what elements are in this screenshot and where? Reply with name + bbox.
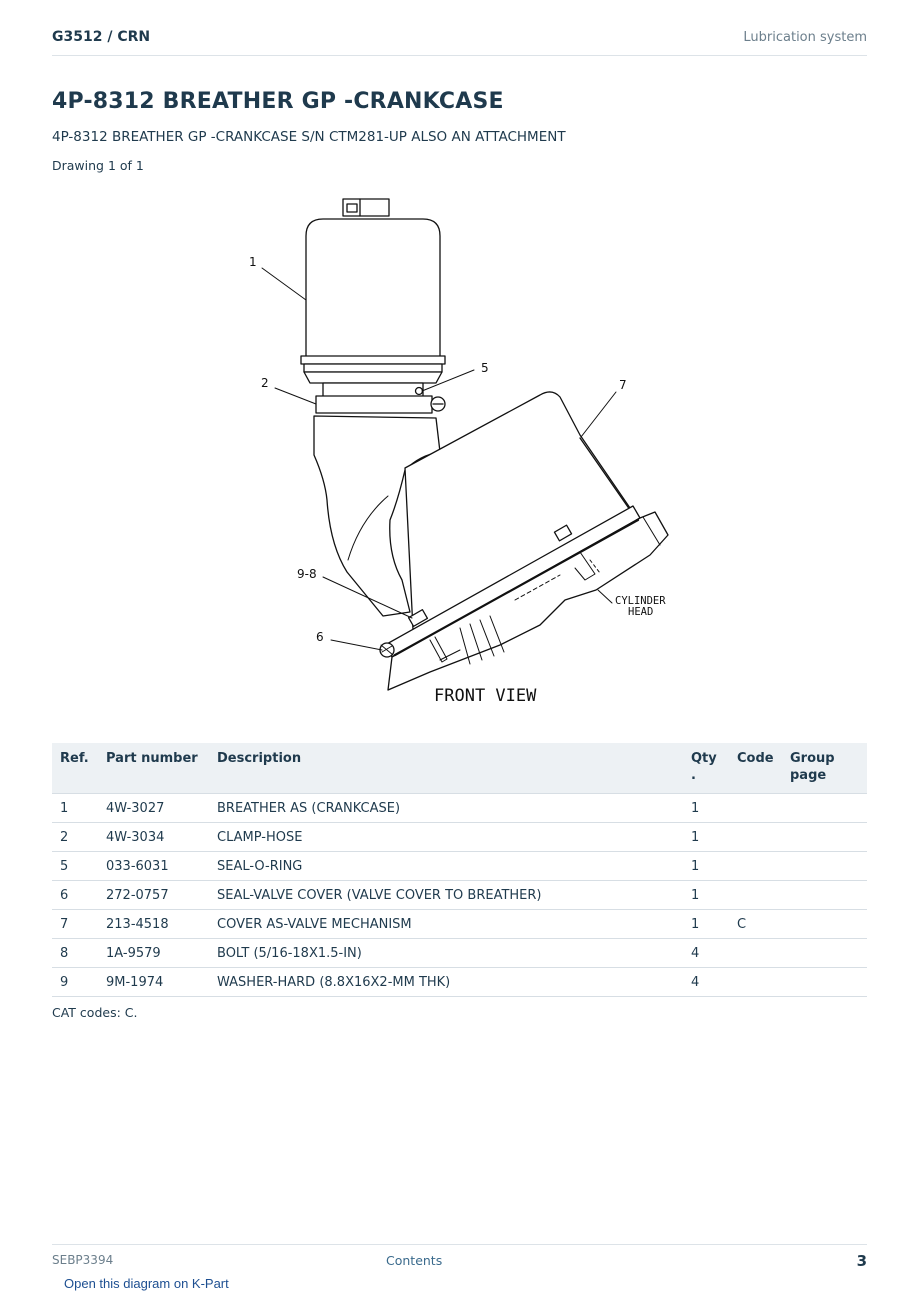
cell-code bbox=[729, 794, 782, 823]
cell-description: BREATHER AS (CRANKCASE) bbox=[209, 794, 683, 823]
cell-part-number: 1A-9579 bbox=[98, 939, 209, 968]
cylinder-head-label-2: HEAD bbox=[628, 606, 654, 618]
cell-qty: 1 bbox=[683, 881, 729, 910]
breather-neck bbox=[323, 383, 423, 397]
cell-ref: 6 bbox=[52, 881, 98, 910]
cell-code bbox=[729, 939, 782, 968]
cell-description: CLAMP-HOSE bbox=[209, 823, 683, 852]
cell-ref: 2 bbox=[52, 823, 98, 852]
kpart-link[interactable]: Open this diagram on K-Part bbox=[64, 1276, 229, 1291]
col-code: Code bbox=[729, 743, 782, 794]
cell-qty: 4 bbox=[683, 939, 729, 968]
callout-5: 5 bbox=[481, 361, 489, 375]
page-title: 4P-8312 BREATHER GP -CRANKCASE bbox=[52, 89, 504, 114]
cell-group-page bbox=[782, 968, 867, 997]
col-group-page: Group page bbox=[782, 743, 867, 794]
cell-qty: 1 bbox=[683, 910, 729, 939]
cell-part-number: 9M-1974 bbox=[98, 968, 209, 997]
table-header-row bbox=[52, 743, 867, 794]
cell-description: WASHER-HARD (8.8X16X2-MM THK) bbox=[209, 968, 683, 997]
table-row bbox=[52, 968, 867, 997]
page-header bbox=[52, 28, 867, 56]
document-number: SEBP3394 bbox=[52, 1253, 114, 1267]
table-row bbox=[52, 852, 867, 881]
table-row bbox=[52, 823, 867, 852]
callout-9-8: 9-8 bbox=[297, 567, 317, 581]
cell-ref: 1 bbox=[52, 794, 98, 823]
cell-part-number: 213-4518 bbox=[98, 910, 209, 939]
cat-codes-note: CAT codes: C. bbox=[52, 1005, 138, 1020]
callout-1: 1 bbox=[249, 255, 257, 269]
cell-qty: 4 bbox=[683, 968, 729, 997]
parts-table bbox=[52, 743, 867, 997]
section-title: Lubrication system bbox=[743, 30, 867, 45]
cell-description: SEAL-VALVE COVER (VALVE COVER TO BREATHER) bbox=[209, 881, 683, 910]
hose-clamp bbox=[316, 396, 432, 413]
cell-code bbox=[729, 823, 782, 852]
canister-band-1 bbox=[301, 356, 445, 364]
cell-group-page bbox=[782, 852, 867, 881]
cell-part-number: 4W-3034 bbox=[98, 823, 209, 852]
table-row bbox=[52, 939, 867, 968]
cell-qty: 1 bbox=[683, 852, 729, 881]
cell-code bbox=[729, 968, 782, 997]
breather-cap bbox=[343, 199, 389, 216]
cell-group-page bbox=[782, 910, 867, 939]
cell-ref: 7 bbox=[52, 910, 98, 939]
cell-part-number: 272-0757 bbox=[98, 881, 209, 910]
cell-ref: 9 bbox=[52, 968, 98, 997]
col-part-number: Part number bbox=[98, 743, 209, 794]
callout-6: 6 bbox=[316, 630, 324, 644]
cell-group-page bbox=[782, 939, 867, 968]
page-subtitle: 4P-8312 BREATHER GP -CRANKCASE S/N CTM281-UP ALSO AN ATTACHMENT bbox=[52, 129, 566, 145]
front-view-label: FRONT VIEW bbox=[434, 686, 537, 706]
cell-group-page bbox=[782, 823, 867, 852]
parts-diagram bbox=[200, 190, 720, 720]
callout-7: 7 bbox=[619, 378, 627, 392]
drawing-count: Drawing 1 of 1 bbox=[52, 158, 144, 173]
cell-code bbox=[729, 852, 782, 881]
callout-2: 2 bbox=[261, 376, 269, 390]
cell-group-page bbox=[782, 881, 867, 910]
table-row bbox=[52, 794, 867, 823]
breather-canister bbox=[306, 219, 440, 356]
cell-description: SEAL-O-RING bbox=[209, 852, 683, 881]
cell-description: BOLT (5/16-18X1.5-IN) bbox=[209, 939, 683, 968]
page-footer bbox=[52, 1244, 867, 1274]
cell-group-page bbox=[782, 794, 867, 823]
col-ref: Ref. bbox=[52, 743, 98, 794]
col-qty: Qty . bbox=[683, 743, 729, 794]
cell-qty: 1 bbox=[683, 823, 729, 852]
cylinder-head-label: CYLINDER bbox=[615, 595, 666, 607]
table-row bbox=[52, 910, 867, 939]
cell-qty: 1 bbox=[683, 794, 729, 823]
table-row bbox=[52, 881, 867, 910]
cell-description: COVER AS-VALVE MECHANISM bbox=[209, 910, 683, 939]
canister-band-2 bbox=[304, 364, 442, 372]
contents-link[interactable]: Contents bbox=[386, 1253, 443, 1268]
col-description: Description bbox=[209, 743, 683, 794]
cell-code: C bbox=[729, 910, 782, 939]
breadcrumb: G3512 / CRN bbox=[52, 29, 151, 45]
parts-diagram-svg bbox=[200, 190, 720, 720]
cell-ref: 8 bbox=[52, 939, 98, 968]
cell-ref: 5 bbox=[52, 852, 98, 881]
cell-part-number: 4W-3027 bbox=[98, 794, 209, 823]
page-number: 3 bbox=[856, 1252, 867, 1270]
cell-code bbox=[729, 881, 782, 910]
cell-part-number: 033-6031 bbox=[98, 852, 209, 881]
o-ring-seal bbox=[416, 388, 423, 395]
